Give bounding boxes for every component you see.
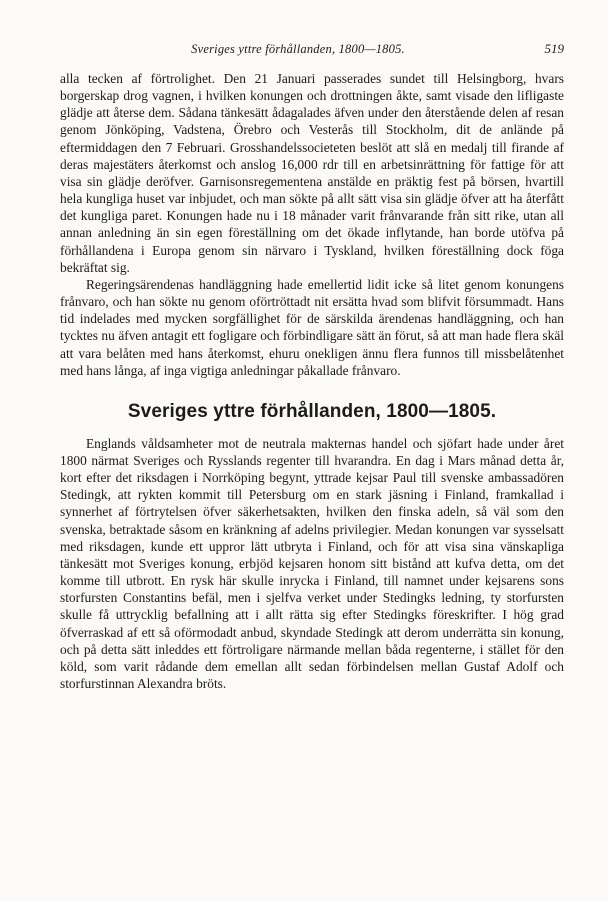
running-head: Sveriges yttre förhållanden, 1800—1805. bbox=[191, 42, 405, 56]
section-heading: Sveriges yttre förhållanden, 1800—1805. bbox=[127, 400, 497, 422]
paragraph-regeringsarenden: Regeringsärendenas handläggning hade emellertid lidit icke så litet genom konungens frånvaro, och han sökte nu genom oförtröttadt nit ersätta hvad som blifvit försummadt. Hans tid indelades med mycken sorgfällighet för de särskilda ärendenas handläggning, och han tycktes nu äfven antagit ett fogligare och förbindligare sätt än förut, så att man hade flera skäl att vara belåten med hans återkomst, ehuru onekligen ännu flera funnos till missbelåtenhet med hans långa, af inga vigtiga anledningar påkallade frånvaro. bbox=[60, 276, 564, 378]
page-header bbox=[60, 36, 564, 70]
paragraph-section-body: Englands våldsamheter mot de neutrala makternas handel och sjöfart hade under året 1800 närmat Sveriges och Rysslands regenter till hvarandra. En dag i Mars månad detta år, kort efter det riksdagen i Norrköping begynt, yttrade kejsar Paul till svenske ambassadören Stedingk, att rykten kommit till Petersburg om en stark jäsning i Finland, framkallad i synnerhet af förtrytelsen öfver säkerhetsakten, hvilken den finska adeln, så väl som den svenska, betraktade såsom en kränkning af adelns privilegier. Medan konungen var sysselsatt med riksdagen, kunde ett uppror lätt utbryta i Finland, och för att visa sina vänskapliga tänkesätt mot Sveriges konung, erbjöd kejsaren honom sitt bistånd att kufva detta, om det komme till utbrott. En rysk här skulle inrycka i Finland, till namnet under kejsarens sons storfursten Constantins befäl, men i sjelfva verket under Stedingks ledning, ty storfursten skulle få uttrycklig befallning att i allt rätta sig efter Stedingks föreskrifter. I hög grad öfverraskad af ett så oförmodadt anbud, skyndade Stedingk att derom underrätta sin konung, och på detta sätt inleddes ett förtroligare närmande mellan båda regenterne, i stället för den köld, som varit rådande dem emellan allt sedan förbindelsen mellan Gustaf Adolf och storfurstinnan Alexandra bröts. bbox=[60, 435, 564, 691]
paragraph-continuation: alla tecken af förtrolighet. Den 21 Januari passerades sundet till Helsingborg, hvars borgerskap drog vagnen, i hvilken konungen och drottningen åkte, samt visade den lifligaste glädje att återse dem. Sådana tänkesätt ådagalades äfven under den återstående delen af resan genom Jönköping, Vadstena, Örebro och Vesterås till Stockholm, dit de anlände på eftermiddagen den 7 Februari. Grosshandelssocieteten beslöt att slå en medalj till firande af deras majestäters återkomst och anslog 16,000 rdr till en arbetsinrättning för fattige för att visa sin glädje deröfver. Garnisonsregementena anstälde en präktig fest på börsen, hvartill hela kungliga huset var inbjudet, och man sökte på allt sätt visa sin glädje öfver att ha återfått det kungliga paret. Konungen hade nu i 18 månader varit frånvarande från sitt rike, utan all annan anledning än sin egen föreställning om det ökade inflytande, han borde utöfva på förhållandena i Europa genom sin närvaro i Tyskland, hvilken föreställning dock föga bekräftat sig. bbox=[60, 71, 564, 275]
page-number: 519 bbox=[544, 41, 564, 56]
